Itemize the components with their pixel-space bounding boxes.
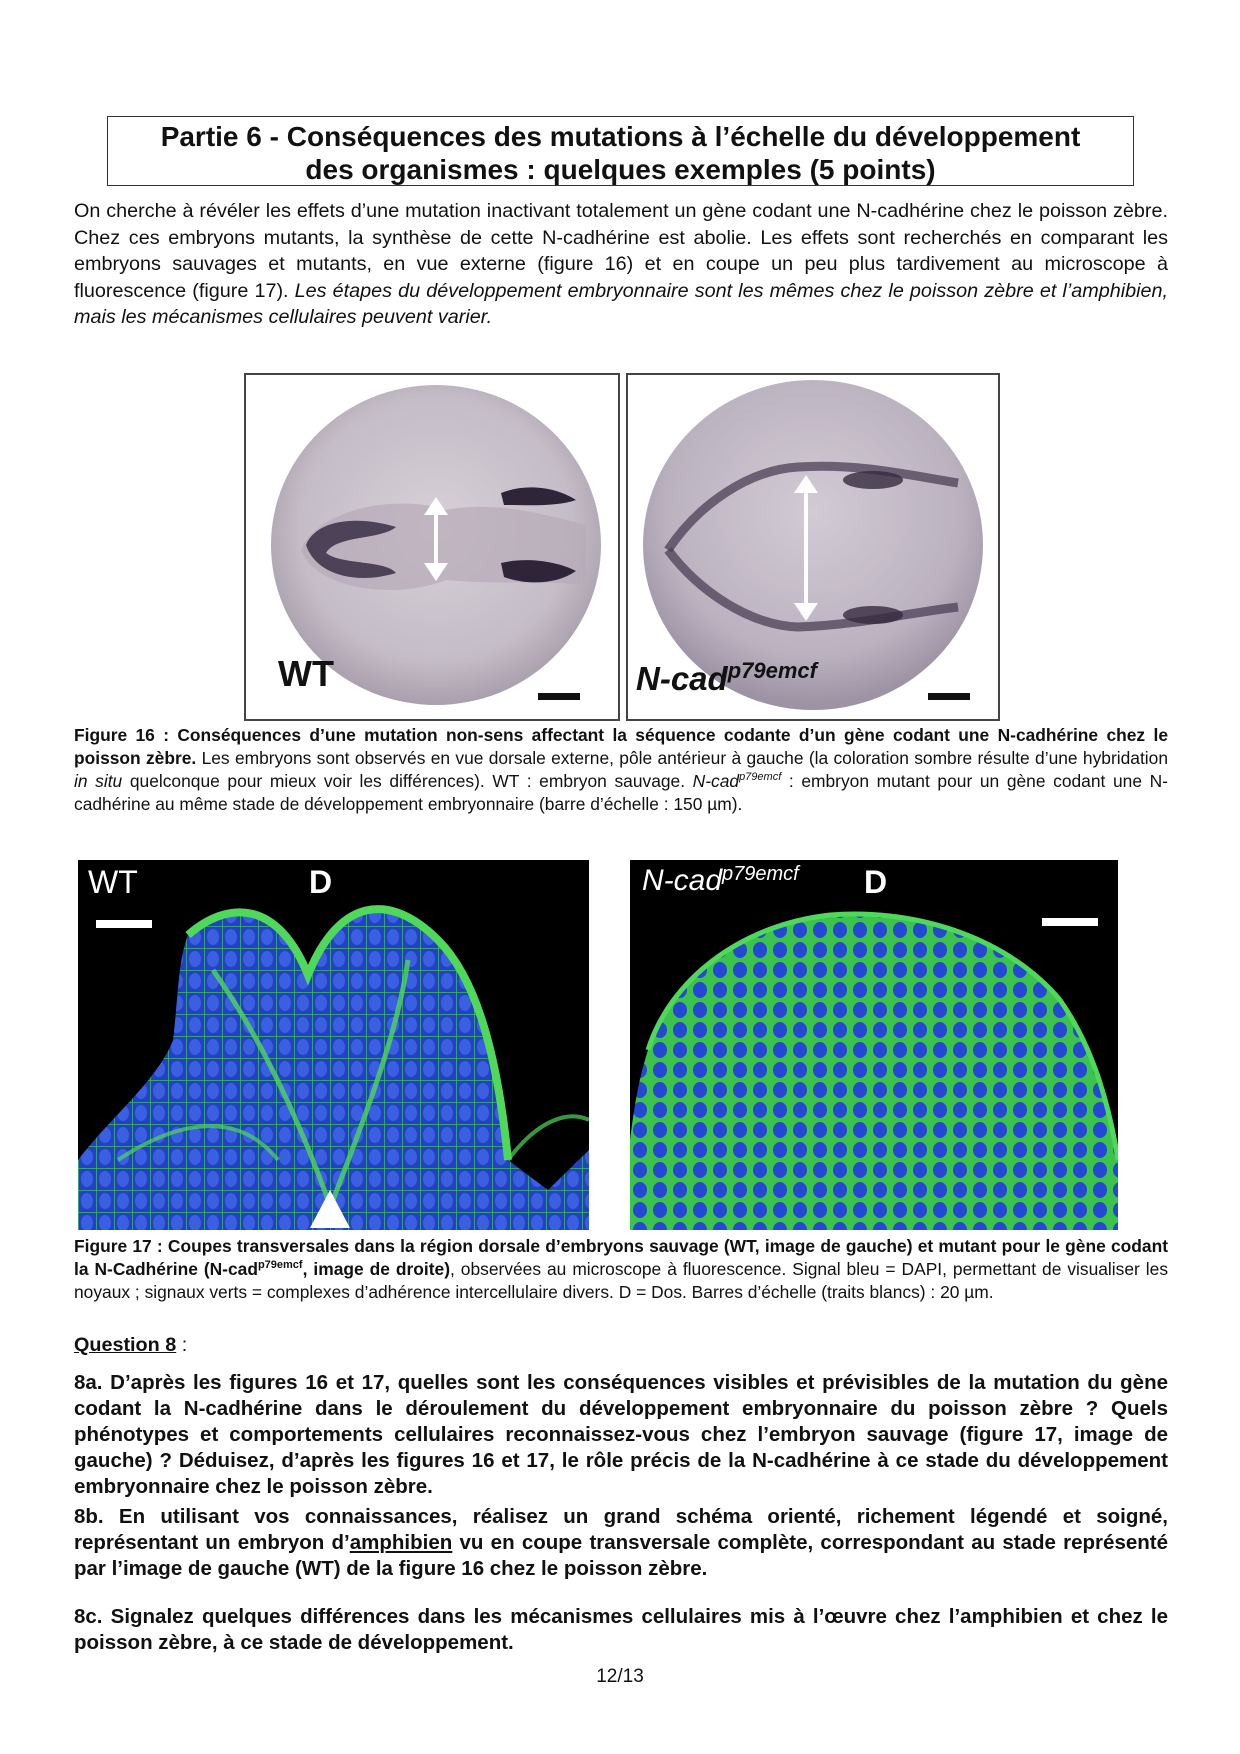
fig17-caption-sup: p79emcf (257, 1259, 303, 1272)
intro-text: On cherche à révéler les effets d’une mutation inactivant totalement un gène codant une N-cadhérine chez le poisson zèbre. Chez ces embryons mutants, la synthèse de cette N-cadhérine est abolie. Les effets sont recherchés en comparant les embryons sauvages et mutants, en vue externe (figure 16) et en coupe un peu plus tardivement au microscope à fluorescence (figure 17). (74, 200, 1168, 302)
fig17-caption-bold-a: Figure 17 : Coupes transversales dans la région dorsale d’embryons sauvage (WT, image de gauche) et mutant pour le gène codant la N-Cadhérine (N-cad (74, 1236, 1168, 1279)
section-title-box (107, 116, 1134, 186)
fig17-wt-label: WT (88, 864, 138, 900)
fig16-mutant-label (636, 660, 817, 698)
mutant-section-drawing (630, 860, 1118, 1230)
question-8b-part-a: 8b. En utilisant vos connaissances, réalisez un grand schéma orienté, richement légendé et soigné, représentant un embryon d’ (74, 1505, 1168, 1554)
intro-paragraph (74, 198, 1168, 331)
question-8b-part-b: vu en coupe transversale complète, correspondant au stade représenté par l’image de gauche (WT) de la figure 16 chez le poisson zèbre. (74, 1531, 1168, 1580)
fig16-caption-b: quelconque pour mieux voir les différences). WT : embryon sauvage. (129, 771, 686, 791)
mutant-section-scale-bar (1042, 918, 1098, 926)
fig17-mutant-dorsal-label: D (864, 864, 888, 900)
question-heading-colon: : (176, 1334, 188, 1356)
fig17-wt-dorsal-label: D (309, 864, 333, 900)
question-8b-underlined: amphibien (349, 1531, 453, 1554)
fig17-mutant-label-base: N-cad (642, 864, 723, 897)
wt-scale-bar (538, 693, 580, 700)
question-8c: 8c. Signalez quelques différences dans les mécanismes cellulaires mis à l’œuvre chez l’amphibien et chez le poisson zèbre, à ce stade de développement. (74, 1605, 1168, 1654)
page-number: 12/13 (596, 1666, 644, 1687)
fig17-mutant-label-sup: p79emcf (722, 863, 799, 885)
fig16-caption-bold: Figure 16 : Conséquences d’une mutation non-sens affectant la séquence codante d’un gène codant une N-cadhérine chez le poisson zèbre. (74, 725, 1168, 768)
question-8a: 8a. D’après les figures 16 et 17, quelles sont les conséquences visibles et prévisibles de la mutation du gène codant la N-cadhérine dans le déroulement du développement embryonnaire du poisson zèbre ? Quels phénotypes et comportements cellulaires reconnaissez-vous chez l’embryon sauvage (figure 17, image de gauche) ? Déduisez, d’après les figures 16 et 17, le rôle précis de la N-cadhérine à ce stade du développement embryonnaire chez le poisson zèbre. (74, 1371, 1168, 1498)
section-title-line1: Partie 6 - Conséquences des mutations à l’échelle du développement (160, 121, 1081, 152)
fig16-caption-ncad: N-cad (692, 771, 740, 791)
figure17-wt-image (78, 860, 589, 1230)
figure17-mutant-image (630, 860, 1118, 1230)
fig17-mutant-label (642, 864, 799, 898)
figure16-caption (74, 724, 1168, 816)
mutant-cell-mass (630, 914, 1118, 1230)
mutant-scale-bar (928, 693, 970, 700)
figure16-wt-image (244, 373, 620, 721)
fig16-caption-italic: in situ (74, 771, 123, 791)
fig16-caption-a: Les embryons sont observés en vue dorsale externe, pôle antérieur à gauche (la coloration sombre résulte d’une hybridation (201, 748, 1168, 768)
fig17-caption-bold-b: , image de droite) (302, 1259, 450, 1279)
intro-italic: Les étapes du développement embryonnaire sont les mêmes chez le poisson zèbre et l’amphibien, mais les mécanismes cellulaires peuvent varier. (74, 279, 1168, 328)
figure16-mutant-image (626, 373, 1000, 721)
question-heading-text: Question 8 (74, 1334, 177, 1356)
fig16-mutant-label-base: N-cad (636, 660, 728, 697)
section-title-line2: des organismes : quelques exemples (5 points) (305, 154, 936, 185)
fig16-caption-sup: p79emcf (739, 771, 782, 784)
question-heading (74, 1334, 187, 1357)
wt-section-drawing (78, 860, 589, 1230)
fig17-caption-rest: , observées au microscope à fluorescence. Signal bleu = DAPI, permettant de visualiser les noyaux ; signaux verts = complexes d’adhérence intercellulaire divers. D = Dos. Barres d’échelle (traits blancs) : 20 µm. (74, 1259, 1169, 1302)
fig16-wt-label: WT (278, 653, 334, 694)
question-8b (74, 1504, 1168, 1582)
fig16-mutant-label-sup: p79emcf (727, 658, 817, 683)
fig16-caption-c: : embryon mutant pour un gène codant une N-cadhérine au même stade de développement embryonnaire (barre d’échelle : 150 µm). (74, 771, 1168, 814)
wt-section-scale-bar (96, 920, 152, 928)
figure17-caption (74, 1235, 1168, 1304)
